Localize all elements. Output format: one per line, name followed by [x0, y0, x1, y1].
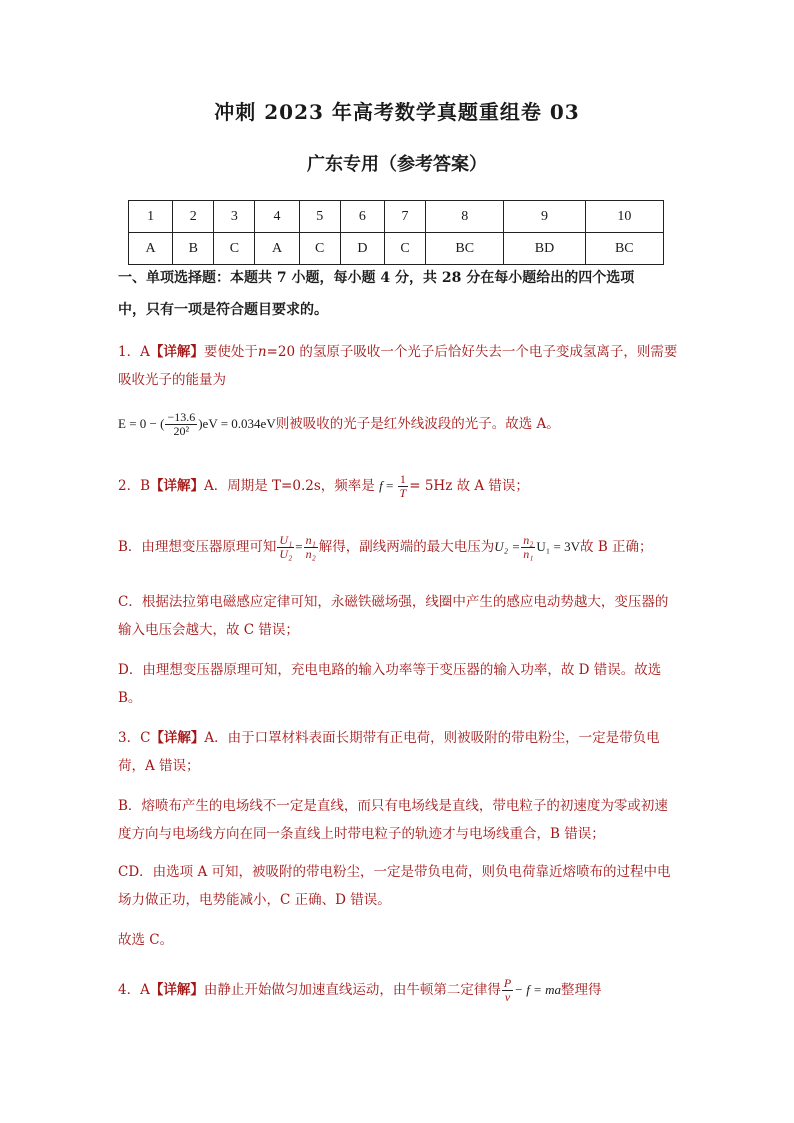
answer-q4 [118, 976, 678, 1004]
table-cell: 2 [173, 201, 214, 233]
detail-tag: 【详解】 [149, 344, 204, 360]
answer-q3-conclusion: 故选 C。 [118, 932, 174, 948]
q2-a-text: A．周期是 T=0.2s，频率是 [204, 478, 375, 494]
table-cell: BC [585, 233, 663, 265]
energy-formula-right: )eV = 0.034eV [198, 416, 276, 431]
answer-q2-b [118, 533, 678, 561]
turns-ratio-fraction [304, 534, 318, 561]
fraction-numerator: n₂ [523, 533, 534, 547]
table-cell: 1 [129, 201, 173, 233]
q2-b-text: 故 B 正确； [580, 539, 653, 555]
table-cell: 4 [255, 201, 299, 233]
q1-text: =20 的氢原子吸收一个光子后恰好失去一个电子变成氢离子，则需要吸收光子的能量为 [118, 344, 678, 388]
q4-text: 整理得 [560, 982, 602, 998]
answer-q2-d: D．由理想变压器原理可知，充电电路的输入功率等于变压器的输入功率，故 D 错误。故选 B。 [118, 662, 662, 706]
q2-a-text: = 5Hz 故 A 错误； [409, 478, 529, 494]
fraction-numerator: n₁ [305, 533, 316, 547]
fraction-denominator: v [504, 990, 511, 1004]
detail-tag: 【详解】 [149, 982, 204, 998]
fraction-numerator: 1 [398, 473, 409, 487]
answer-table-answer-row [129, 233, 664, 265]
table-cell: 10 [585, 201, 663, 233]
section-heading [118, 262, 678, 326]
power-velocity-fraction [502, 977, 513, 1004]
q4-prefix: 4．A [118, 982, 150, 998]
fraction-denominator: n₂ [305, 547, 316, 561]
equals-sign: = [295, 539, 303, 554]
q2-b-text: B．由理想变压器原理可知 [118, 539, 277, 555]
table-cell: 9 [504, 201, 585, 233]
fraction-denominator: n₁ [523, 547, 534, 561]
q3-prefix: 3．C [118, 730, 151, 746]
detail-tag: 【详解】 [150, 478, 205, 494]
answer-q3-cd: CD．由选项 A 可知，被吸附的带电粉尘，一定是带负电荷，则负电荷靠近熔喷布的过程中电场力做正功，电势能减小，C 正确、D 错误。 [118, 864, 671, 908]
table-cell: BD [504, 233, 585, 265]
table-cell: A [129, 233, 173, 265]
table-cell: C [384, 233, 425, 265]
table-cell: 6 [340, 201, 384, 233]
q1-conclusion: 则被吸收的光子是红外线波段的光子。故选 A。 [275, 416, 560, 432]
table-cell: C [299, 233, 340, 265]
table-cell: BC [426, 233, 504, 265]
fraction-denominator: U₂ [279, 547, 293, 561]
table-cell: 7 [384, 201, 425, 233]
fraction-denominator: T [399, 486, 407, 500]
table-cell: A [255, 233, 299, 265]
turns-ratio-fraction [521, 534, 535, 561]
frequency-symbol: f [379, 478, 383, 493]
table-cell: 8 [426, 201, 504, 233]
answer-q3-a [118, 724, 678, 780]
table-cell: C [214, 233, 255, 265]
section-heading-line: 中，只有一项是符合题目要求的。 [118, 302, 328, 318]
page-subtitle: 广东专用（参考答案） [307, 154, 487, 175]
answer-q2-a: 2．B【详解】A．周期是 T=0.2s，频率是 f = $\frac{1}{T}$ = 5Hz 故 A 错误； [118, 472, 529, 500]
answer-table [128, 200, 664, 265]
fraction-denominator: 20² [173, 424, 190, 438]
q2-b-text: 解得，副线两端的最大电压为 [318, 539, 495, 555]
answer-table-number-row [129, 201, 664, 233]
fraction-numerator: −13.6 [167, 410, 196, 424]
q3-a-text: A．由于口罩材料表面长期带有正电荷，则被吸附的带电粉尘，一定是带负电荷，A 错误； [118, 730, 660, 774]
answer-q3-b: B．熔喷布产生的电场线不一定是直线，而只有电场线是直线，带电粒子的初速度为零或初速度方向与电场线方向在同一条直线上时带电粒子的轨迹才与电场线重合，B 错误； [118, 798, 668, 842]
energy-formula-left: E = 0 − ( [118, 416, 165, 431]
n-variable: n [257, 344, 267, 360]
q1-formula-line [118, 410, 678, 438]
fraction-numerator: U₁ [279, 533, 293, 547]
q2-prefix: 2．B [118, 478, 151, 494]
newton-formula: − f = ma [514, 982, 561, 997]
q1-text: 要使处于 [203, 344, 258, 360]
table-cell: 3 [214, 201, 255, 233]
table-cell: B [173, 233, 214, 265]
energy-fraction [165, 411, 197, 438]
page-title: 冲刺 2023 年高考数学真题重组卷 03 [214, 100, 580, 124]
q4-text: 由静止开始做匀加速直线运动，由牛顿第二定律得 [203, 982, 501, 998]
fraction-numerator: P [503, 976, 512, 990]
table-cell: 5 [299, 201, 340, 233]
u1-value: U₁ = 3V [536, 539, 581, 554]
q1-prefix: 1．A [118, 344, 150, 360]
answer-q1 [118, 338, 678, 394]
table-cell: D [340, 233, 384, 265]
u2-symbol: U₂ = [494, 539, 521, 554]
answer-q2-c: C．根据法拉第电磁感应定律可知，永磁铁磁场强，线圈中产生的感应电动势越大，变压器的输入电压会越大，故 C 错误； [118, 594, 669, 638]
detail-tag: 【详解】 [150, 730, 205, 746]
voltage-ratio-fraction [277, 534, 294, 561]
frequency-fraction [398, 473, 409, 500]
section-heading-line: 一、单项选择题：本题共 7 小题，每小题 4 分，共 28 分在每小题给出的四个选项 [118, 270, 635, 286]
